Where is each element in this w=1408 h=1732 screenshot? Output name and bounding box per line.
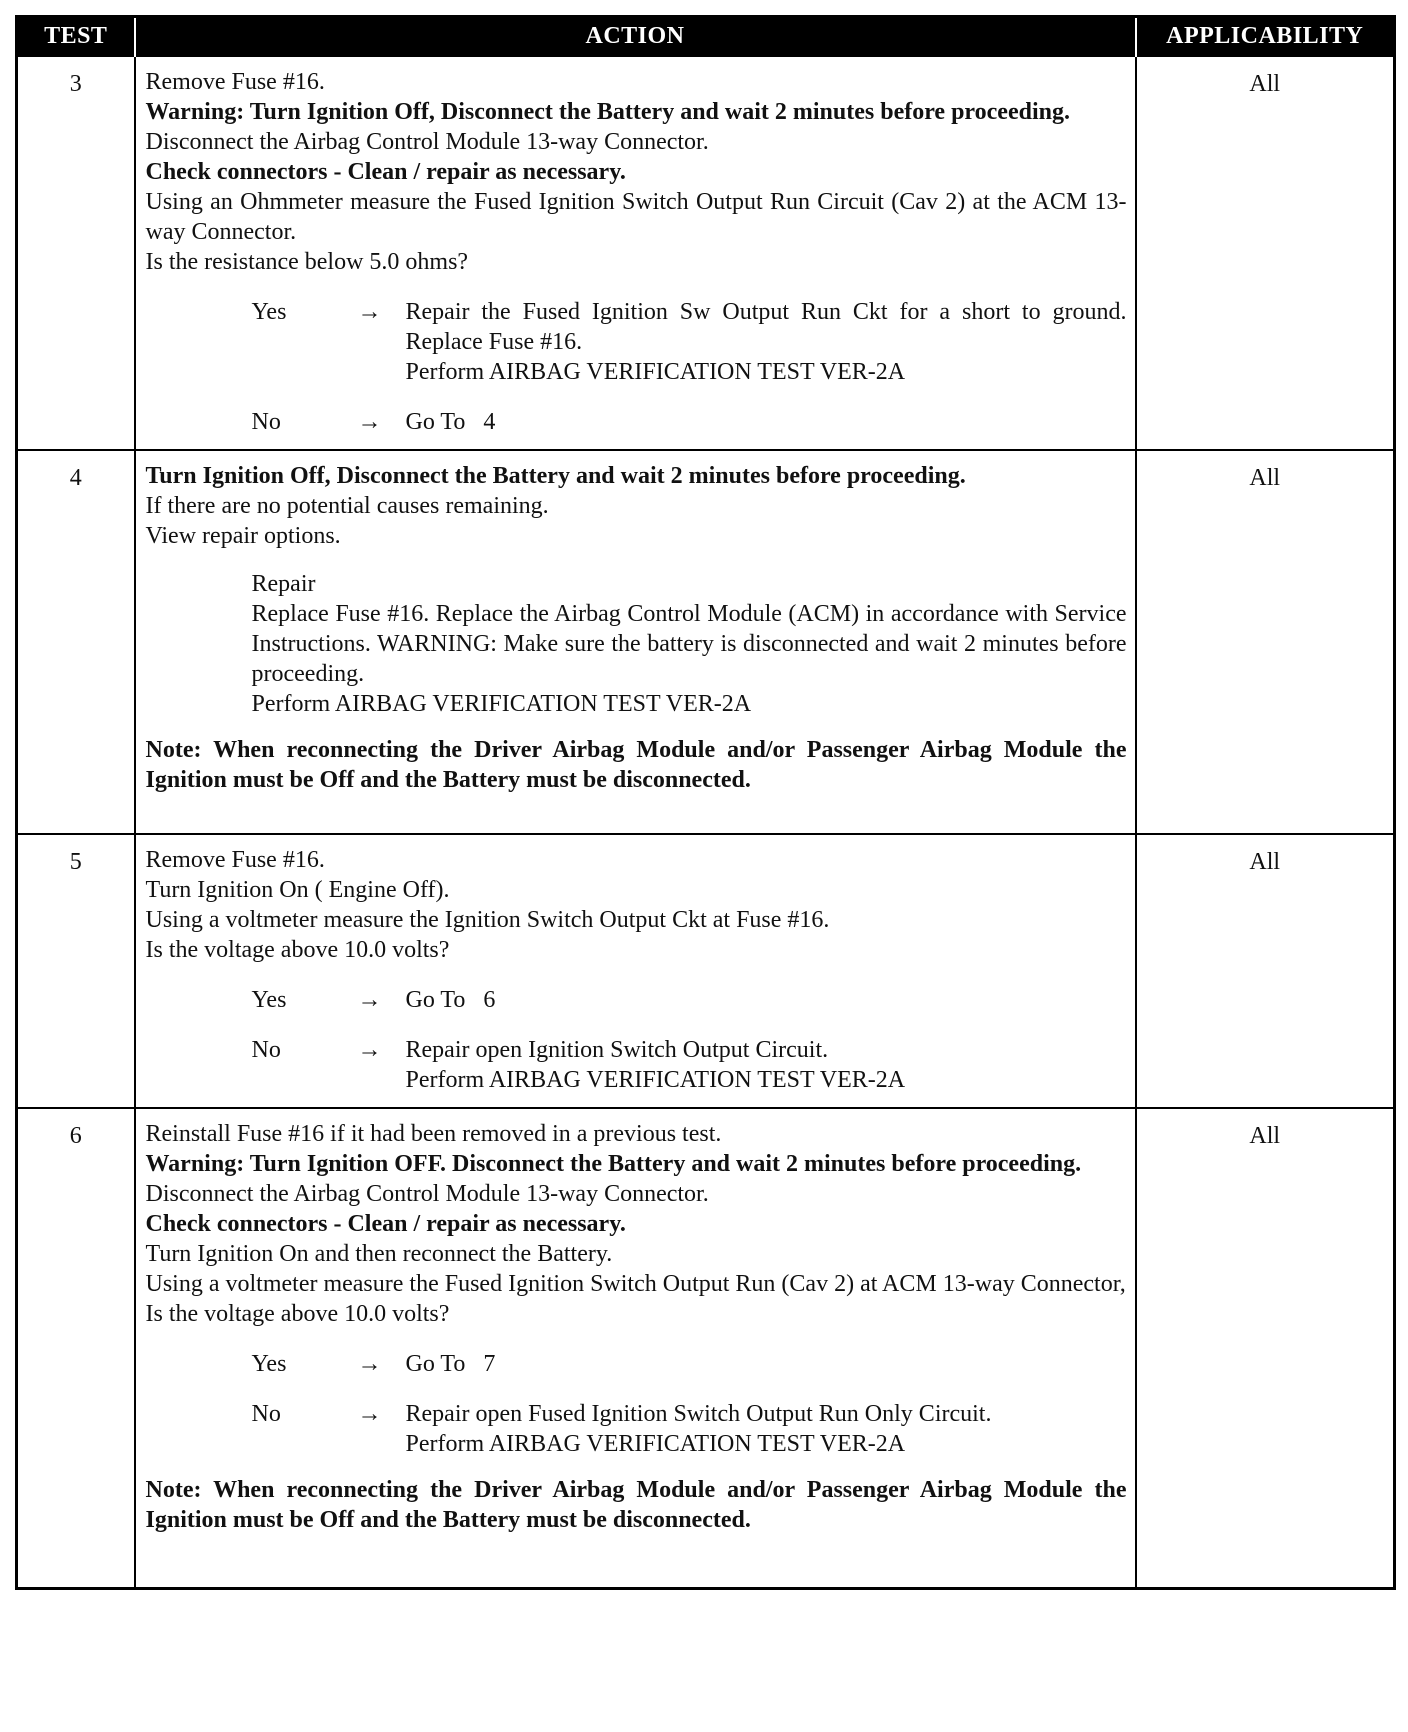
- action-line: Disconnect the Airbag Control Module 13-way Connector.: [145, 129, 709, 155]
- arrow-icon: →: [357, 987, 382, 1013]
- answer-line: Perform AIRBAG VERIFICATION TEST VER-2A: [405, 359, 906, 385]
- answer-no: [146, 407, 1127, 437]
- action-line: Using an Ohmmeter measure the Fused Ignition Switch Output Run Circuit (Cav 2) at the ACM 13-way Connector.: [145, 189, 1127, 245]
- action-line: Remove Fuse #16.: [145, 847, 325, 873]
- arrow-icon: →: [357, 409, 382, 435]
- action-line: View repair options.: [145, 523, 341, 549]
- test-row-5: [17, 834, 1395, 1108]
- arrow-icon: →: [357, 1401, 382, 1427]
- applicability-cell: All: [1136, 1108, 1395, 1588]
- note-text: Note: When reconnecting the Driver Airbag Module and/or Passenger Airbag Module the Ignition must be Off and the Battery must be disconnected.: [145, 737, 1127, 793]
- answer-label: Yes: [251, 299, 287, 325]
- answer-text: [406, 1399, 1127, 1459]
- repair-line: Replace Fuse #16. Replace the Airbag Control Module (ACM) in accordance with Service Instructions. WARNING: Make sure the battery is disconnected and wait 2 minutes before proceeding.: [251, 601, 1127, 687]
- arrow-icon: →: [357, 299, 382, 325]
- answer-line: Go To 7: [405, 1351, 496, 1377]
- action-cell: [135, 56, 1136, 450]
- answer-line: Go To 6: [405, 987, 496, 1013]
- warning-line: Warning: Turn Ignition OFF. Disconnect the Battery and wait 2 minutes before proceeding.: [145, 1151, 1082, 1177]
- answer-yes: [146, 985, 1127, 1015]
- answer-line: Perform AIRBAG VERIFICATION TEST VER-2A: [405, 1067, 906, 1093]
- answer-text: [406, 407, 1127, 437]
- header-action: ACTION: [135, 17, 1136, 57]
- answer-no: [146, 1399, 1127, 1459]
- applicability-cell: All: [1136, 834, 1395, 1108]
- action-line: If there are no potential causes remaining.: [145, 493, 549, 519]
- warning-line: Warning: Turn Ignition Off, Disconnect the Battery and wait 2 minutes before proceeding.: [145, 99, 1070, 125]
- test-number: 6: [17, 1108, 135, 1588]
- answer-line: Repair the Fused Ignition Sw Output Run Ckt for a short to ground. Replace Fuse #16.: [405, 299, 1127, 355]
- answer-line: Go To 4: [405, 409, 496, 435]
- answer-label: Yes: [251, 1351, 287, 1377]
- diagnostic-table: [15, 15, 1396, 1590]
- test-number: 3: [17, 56, 135, 450]
- answer-text: [406, 297, 1127, 387]
- action-cell: [135, 450, 1136, 834]
- repair-text: [146, 599, 1127, 719]
- answer-label: No: [251, 1037, 281, 1063]
- question-line: Is the voltage above 10.0 volts?: [145, 1301, 450, 1327]
- note-text: Note: When reconnecting the Driver Airbag Module and/or Passenger Airbag Module the Ignition must be Off and the Battery must be disconnected.: [145, 1477, 1127, 1533]
- diagnostic-page: [15, 15, 1393, 1590]
- header-applicability: APPLICABILITY: [1136, 17, 1395, 57]
- answer-line: Perform AIRBAG VERIFICATION TEST VER-2A: [405, 1431, 906, 1457]
- answer-label: Yes: [251, 987, 287, 1013]
- question-line: Is the voltage above 10.0 volts?: [145, 937, 450, 963]
- arrow-icon: →: [357, 1037, 382, 1063]
- answer-label: No: [251, 409, 281, 435]
- answer-text: [406, 1349, 1127, 1379]
- arrow-icon: →: [357, 1351, 382, 1377]
- action-line: Disconnect the Airbag Control Module 13-way Connector.: [145, 1181, 709, 1207]
- action-line: Reinstall Fuse #16 if it had been removed in a previous test.: [145, 1121, 722, 1147]
- table-header-row: [17, 17, 1395, 57]
- action-cell: [135, 1108, 1136, 1588]
- question-line: Is the resistance below 5.0 ohms?: [145, 249, 469, 275]
- header-test: TEST: [17, 17, 135, 57]
- answer-line: Repair open Fused Ignition Switch Output Run Only Circuit.: [405, 1401, 992, 1427]
- action-cell: [135, 834, 1136, 1108]
- action-line: Turn Ignition On ( Engine Off).: [145, 877, 450, 903]
- check-connectors-line: Check connectors - Clean / repair as necessary.: [145, 1211, 626, 1237]
- test-row-6: [17, 1108, 1395, 1588]
- action-line: Turn Ignition On and then reconnect the Battery.: [145, 1241, 613, 1267]
- answer-yes: [146, 297, 1127, 387]
- answer-line: Repair open Ignition Switch Output Circuit.: [405, 1037, 829, 1063]
- repair-label: Repair: [251, 571, 316, 597]
- check-connectors-line: Check connectors - Clean / repair as necessary.: [145, 159, 626, 185]
- answer-no: [146, 1035, 1127, 1095]
- answer-label: No: [251, 1401, 281, 1427]
- answer-text: [406, 985, 1127, 1015]
- action-line: Using a voltmeter measure the Ignition Switch Output Ckt at Fuse #16.: [145, 907, 830, 933]
- test-number: 4: [17, 450, 135, 834]
- test-row-4: [17, 450, 1395, 834]
- action-line: Remove Fuse #16.: [145, 69, 325, 95]
- test-row-3: [17, 56, 1395, 450]
- answer-text: [406, 1035, 1127, 1095]
- warning-line: Turn Ignition Off, Disconnect the Battery and wait 2 minutes before proceeding.: [145, 463, 966, 489]
- repair-line: Perform AIRBAG VERIFICATION TEST VER-2A: [251, 691, 752, 717]
- applicability-cell: All: [1136, 450, 1395, 834]
- test-number: 5: [17, 834, 135, 1108]
- applicability-cell: All: [1136, 56, 1395, 450]
- action-line: Using a voltmeter measure the Fused Ignition Switch Output Run (Cav 2) at ACM 13-way Connector,: [145, 1271, 1126, 1297]
- answer-yes: [146, 1349, 1127, 1379]
